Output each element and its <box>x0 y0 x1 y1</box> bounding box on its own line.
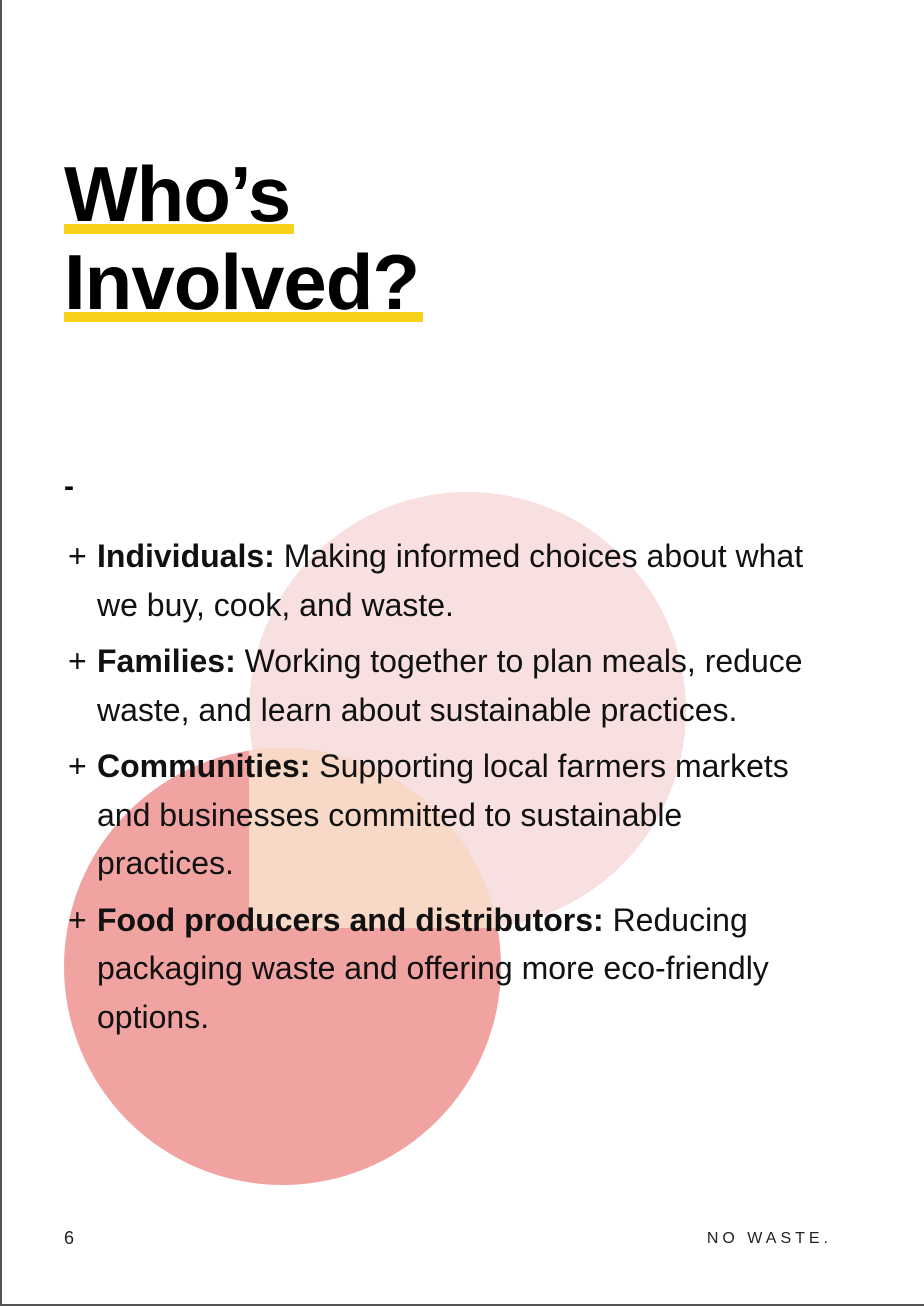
involved-list <box>68 532 828 1049</box>
plus-icon: + <box>68 643 87 679</box>
page-number: 6 <box>64 1228 75 1248</box>
plus-icon: + <box>68 538 87 574</box>
item-text: Supporting local farmers markets and businesses committed to sustainable practices. <box>97 748 789 881</box>
list-item-communities <box>68 742 828 888</box>
item-text: Reducing packaging waste and offering more eco-friendly options. <box>97 901 769 1035</box>
item-text: Working together to plan meals, reduce waste, and learn about sustainable practices. <box>97 643 803 728</box>
title-line-2: Involved? <box>64 238 420 326</box>
item-text: Making informed choices about what we buy, cook, and waste. <box>97 538 804 623</box>
title-line-1: Who’s <box>64 150 291 238</box>
item-term: Communities: <box>97 748 311 784</box>
item-term: Individuals: <box>97 538 275 574</box>
list-item-food-producers <box>68 896 828 1042</box>
plus-icon: + <box>68 748 87 784</box>
list-item-individuals <box>68 532 828 629</box>
plus-icon: + <box>68 901 87 938</box>
item-term: Food producers and distributors: <box>97 901 604 938</box>
item-term: Families: <box>97 643 236 679</box>
separator-dash: - <box>64 470 74 503</box>
list-item-families <box>68 637 828 734</box>
page-title <box>64 150 419 326</box>
footer-brand: NO WASTE. <box>706 1230 832 1247</box>
